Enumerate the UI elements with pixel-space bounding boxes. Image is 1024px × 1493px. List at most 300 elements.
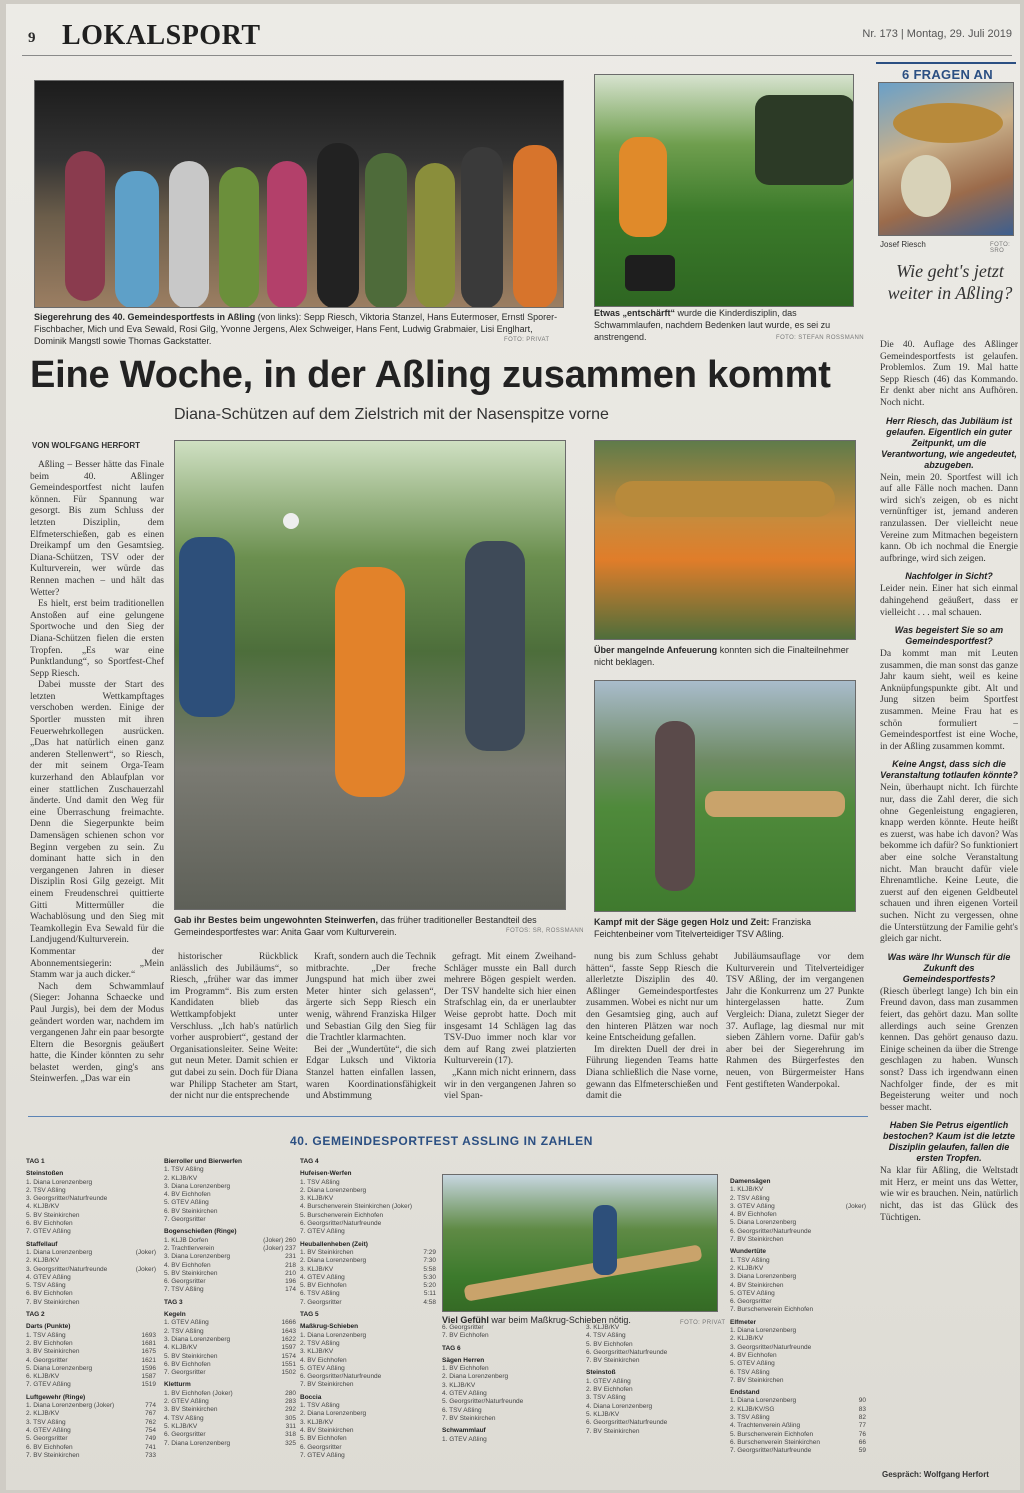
photo-cheering-crowd — [594, 440, 856, 640]
stats-row-label: 5. BV Eichhofen — [586, 1340, 633, 1348]
stats-row-label: 6. Georgsritter — [300, 1443, 342, 1451]
stats-heading: Bogenschießen (Ringe) — [164, 1228, 237, 1236]
stats-row-value: 311 — [285, 1422, 296, 1430]
stats-row-label: 5. BV Steinkirchen — [26, 1211, 80, 1219]
stats-row-label: 1. TSV Aßling — [300, 1178, 340, 1186]
stats-row — [26, 1228, 156, 1236]
stats-row — [164, 1245, 296, 1253]
stats-row-value: 66 — [858, 1438, 866, 1446]
photo-credit: FOTO: SRO — [990, 242, 1011, 254]
straw-hat — [893, 103, 1003, 143]
stats-row — [730, 1327, 866, 1335]
article-subheadline: Diana-Schützen auf dem Zielstrich mit der Nasenspitze vorne — [174, 406, 609, 423]
stats-row — [26, 1299, 156, 1307]
stats-row-value: 7:30 — [423, 1257, 436, 1265]
stats-row-value: 1643 — [281, 1327, 296, 1335]
spectators — [755, 95, 854, 185]
stats-heading: Luftgewehr (Ringe) — [26, 1393, 86, 1401]
photo-credit: FOTO: PRIVAT — [504, 337, 550, 343]
caption-sponge-race: Etwas „entschärft“ wurde die Kinderdisziplin, das Schwammlaufen, nachdem Bedenken laut wurde, es sei zu anstrengend. — [594, 308, 831, 342]
stats-row-value: 231 — [285, 1253, 296, 1261]
stats-row — [300, 1282, 436, 1290]
stats-row — [26, 1402, 156, 1410]
stats-row-label: 6. BV Eichhofen — [26, 1443, 73, 1451]
stats-row — [26, 1179, 156, 1187]
stats-row — [300, 1179, 436, 1187]
stats-row — [586, 1357, 726, 1365]
stone — [283, 513, 299, 529]
stats-row-label: 5. Diana Lorenzenberg — [730, 1219, 797, 1227]
stats-row-value: 4:58 — [423, 1298, 436, 1306]
stats-row-label: 4. BV Eichhofen — [730, 1351, 777, 1359]
stats-row-label: 1. Diana Lorenzenberg — [300, 1331, 367, 1339]
article-column-5: nung bis zum Schluss gehabt hätten“, fasste Sepp Riesch die allerletzte Disziplin des 40. Aßlinger Gemeindesportfestes zusammen. Wobei es nicht nur um den Gesamtsieg ging, auch auf den hinteren Plätzen war noch keine Entscheidung gefallen. Im direkten Duell der drei in Führung liegenden Teams hatte Diana schließlich die Nase vorne, gewann das Elfmeterschießen und damit die — [586, 952, 718, 1102]
stats-row — [26, 1220, 156, 1228]
stats-row — [300, 1419, 436, 1427]
stats-row-value: 762 — [145, 1418, 156, 1426]
stats-row-value: 754 — [145, 1426, 156, 1434]
thrower-figure — [335, 567, 405, 797]
stats-row-label: 2. Diana Lorenzenberg — [442, 1373, 509, 1381]
stats-row-value: 767 — [145, 1410, 156, 1418]
stats-row-value: 83 — [858, 1405, 866, 1413]
sidebar-headline: Wie geht's jetzt weiter in Aßling? — [887, 261, 1013, 303]
stats-row-label: 3. Diana Lorenzenberg — [164, 1182, 231, 1190]
stats-row — [300, 1299, 436, 1307]
stats-row-value: 5:58 — [423, 1265, 436, 1273]
stats-row — [164, 1237, 296, 1245]
stats-column-4 — [442, 1324, 582, 1486]
stats-row — [730, 1439, 866, 1447]
stats-row — [300, 1257, 436, 1265]
stats-heading: TAG 4 — [300, 1158, 319, 1165]
stats-row-label: 2. KLJB/KV — [730, 1335, 764, 1343]
stats-heading: Sägen Herren — [442, 1356, 485, 1364]
stats-row-label: 7. BV Steinkirchen — [300, 1381, 354, 1389]
stats-row-label: 6. Georgsritter/Naturfreunde — [300, 1373, 382, 1381]
stats-row — [164, 1336, 296, 1344]
stats-row-label: 6. BV Eichhofen — [26, 1220, 73, 1228]
stats-row-label: 3. TSV Aßling — [26, 1418, 66, 1426]
stats-row — [300, 1365, 436, 1373]
stats-row-label: 5. Georgsritter — [26, 1435, 68, 1443]
stats-row — [26, 1290, 156, 1298]
stats-column-6 — [730, 1174, 866, 1486]
stats-row-label: 4. GTEV Aßling — [26, 1273, 71, 1281]
stats-row-label: 2. Diana Lorenzenberg — [300, 1257, 367, 1265]
player-figure — [593, 1205, 617, 1275]
stats-row-value: 1622 — [281, 1335, 296, 1343]
stats-row-label: 3. KLJB/KV — [442, 1381, 476, 1389]
issue-info: Nr. 173 | Montag, 29. Juli 2019 — [862, 28, 1012, 40]
stats-row-value: (Joker) — [135, 1265, 156, 1273]
interview-answer: Nein, überhaupt nicht. Ich fürchte nur, dass die Zahl derer, die sich ohne Gegenleistung engagieren, knapp werden könnte. Heute heißt es zuerst, was habe ich davon? Was bekomme ich dafür? So funktioniert aber eine solche Veranstaltung nicht. Man braucht dafür viele Ehrenamtliche. Keine Leute, die zuerst auf den eigenen Geldbeutel schauen und ihren eigenen Vorteil suchen. Nicht zu vergessen, ohne die Unterstützung der Familie geht's gleich gar nicht. — [880, 783, 1018, 945]
stats-row — [586, 1341, 726, 1349]
stats-row — [730, 1406, 866, 1414]
sawyer-figure — [655, 721, 695, 891]
stats-row-value: (Joker) 237 — [263, 1244, 296, 1252]
sidebar-title: 6 FRAGEN AN — [902, 67, 993, 82]
stats-row — [26, 1419, 156, 1427]
stats-row-value: 1597 — [281, 1344, 296, 1352]
stats-row-label: 1. TSV Aßling — [300, 1402, 340, 1410]
stats-row-label: 3. Diana Lorenzenberg — [164, 1335, 231, 1343]
interview-answer: Na klar für Aßling, die Weltstadt mit Herz, er meint uns das Wetter, wie wir es brauchen. Nein, natürlich nicht, das ist das Glück des Tüchtigen. — [880, 1166, 1018, 1223]
stats-row-label: 3. GTEV Aßling — [730, 1202, 775, 1210]
stats-row-label: 2. KLJB/KV — [164, 1174, 198, 1182]
stats-row-label: 7. Georgsritter — [164, 1369, 206, 1377]
stats-row-value: 1587 — [141, 1373, 156, 1381]
stats-row-label: 7. Georgsritter — [164, 1216, 206, 1224]
stats-row — [164, 1361, 296, 1369]
stats-row-label: 4. KLJB/KV — [164, 1344, 198, 1352]
stats-row-label: 4. BV Eichhofen — [164, 1191, 211, 1199]
stats-row — [730, 1219, 866, 1227]
stats-row-value: (Joker) 260 — [263, 1236, 296, 1244]
stats-row-value: 196 — [285, 1278, 296, 1286]
stats-row — [26, 1249, 156, 1257]
stats-row — [730, 1360, 866, 1368]
stats-row — [730, 1265, 866, 1273]
stats-row — [730, 1273, 866, 1281]
stats-heading: Bierroller und Bierwerfen — [164, 1158, 243, 1165]
stats-row — [730, 1447, 866, 1455]
stats-row-label: 4. BV Eichhofen — [300, 1356, 347, 1364]
photo-credit: FOTO: PRIVAT — [680, 1320, 726, 1326]
stats-row — [164, 1278, 296, 1286]
stats-row-label: 4. Trachtenverein Aßling — [730, 1422, 801, 1430]
stats-row-label: 2. TSV Aßling — [300, 1339, 340, 1347]
stats-row-label: 5. KLJB/KV — [586, 1410, 620, 1418]
interview-answer: Da kommt man mit Leuten zusammen, die man sonst das ganze Jahr kaum sieht, weil es keine Anknüpfungspunkte gibt. Alt und Jung sitzen beim Sportfest zusammen. Meine Frau hat es schön formuliert – Gemeindesportfest ist eine Woche, in der Aßling zusammen kommt. — [880, 649, 1018, 752]
stats-row-value: 1675 — [141, 1348, 156, 1356]
stats-row-value: 1502 — [281, 1369, 296, 1377]
stats-row-label: 5. BV Eichhofen — [300, 1282, 347, 1290]
stats-row-label: 6. Georgsritter/Naturfreunde — [586, 1348, 668, 1356]
stats-row-label: 6. TSV Aßling — [300, 1290, 340, 1298]
photo-sponge-race — [594, 74, 854, 307]
stats-row — [586, 1411, 726, 1419]
stats-row — [26, 1444, 156, 1452]
stats-row-label: 6. Georgsritter — [164, 1431, 206, 1439]
person-figure — [513, 145, 557, 308]
wooden-board — [463, 1244, 702, 1301]
stats-row — [164, 1415, 296, 1423]
stats-row-label: 5. GTEV Aßling — [164, 1199, 209, 1207]
person-figure — [115, 171, 159, 308]
stats-row — [164, 1216, 296, 1224]
stats-row-label: 4. GTEV Aßling — [442, 1390, 487, 1398]
stats-row-label: 3. Georgsritter/Naturfreunde — [26, 1195, 108, 1203]
interview-question: Nachfolger in Sicht? — [905, 571, 993, 582]
stats-row — [26, 1365, 156, 1373]
stats-heading: Schwammlauf — [442, 1427, 486, 1435]
stats-row-value: 82 — [858, 1414, 866, 1422]
stats-row-label: 7. BV Steinkirchen — [586, 1357, 640, 1365]
stats-row-label: 5. Diana Lorenzenberg — [26, 1364, 93, 1372]
article-headline: Eine Woche, in der Aßling zusammen kommt — [30, 354, 831, 396]
stats-row — [730, 1352, 866, 1360]
stats-row — [26, 1348, 156, 1356]
stats-heading: Kletturm — [164, 1381, 191, 1389]
stats-row-label: 6. KLJB/KV — [26, 1373, 60, 1381]
stats-row-value: 292 — [285, 1406, 296, 1414]
stats-row-label: 2. TSV Aßling — [26, 1186, 66, 1194]
stats-row-label: 7. BV Steinkirchen — [730, 1376, 784, 1384]
stats-row-label: 5. BV Steinkirchen — [164, 1352, 218, 1360]
stats-row-label: 1. KLJB/KV — [730, 1186, 764, 1194]
stats-row-label: 7. Georgsritter — [300, 1298, 342, 1306]
stats-row — [730, 1257, 866, 1265]
stats-column-2 — [164, 1154, 296, 1486]
stats-row-label: 6. Georgsritter — [442, 1324, 484, 1331]
stats-row-label: 5. Burschenverein Eichhofen — [300, 1211, 384, 1219]
photo-award-ceremony — [34, 80, 564, 308]
stats-row-label: 5. GTEV Aßling — [300, 1364, 345, 1372]
stats-row-label: 4. Georgsritter — [26, 1356, 68, 1364]
stats-row-label: 6. Georgsritter/Naturfreunde — [300, 1220, 382, 1228]
stats-row — [164, 1191, 296, 1199]
stats-row — [300, 1435, 436, 1443]
stats-row-label: 1. KLJB Dorfen — [164, 1236, 209, 1244]
stats-row-label: 7. Diana Lorenzenberg — [164, 1439, 231, 1447]
stats-row-label: 5. KLJB/KV — [164, 1422, 198, 1430]
stats-row-label: 1. Diana Lorenzenberg — [26, 1248, 93, 1256]
stats-row — [730, 1414, 866, 1422]
stats-row — [730, 1335, 866, 1343]
stats-row-value: 774 — [145, 1402, 156, 1410]
stats-row-label: 7. Georgsritter/Naturfreunde — [730, 1447, 812, 1455]
stats-row-label: 1. GTEV Aßling — [442, 1435, 487, 1443]
caption-sawing: Kampf mit der Säge gegen Holz und Zeit: Franziska Feichtenbeiner vom Titelverteidiger TSV Aßling. — [594, 917, 812, 939]
stats-row-value: 733 — [145, 1451, 156, 1459]
stats-heading: Steinstoßen — [26, 1170, 64, 1178]
stats-row-label: 4. KLJB/KV — [26, 1203, 60, 1211]
stats-row — [586, 1428, 726, 1436]
interview-question: Was wäre Ihr Wunsch für die Zukunft des Gemeindesportfests? — [887, 951, 1011, 984]
stats-row — [164, 1353, 296, 1361]
stats-row-label: 1. Diana Lorenzenberg (Joker) — [26, 1402, 115, 1410]
stats-row-label: 2. TSV Aßling — [164, 1327, 204, 1335]
stats-row — [730, 1290, 866, 1298]
stats-row-label: 5. GTEV Aßling — [730, 1289, 775, 1297]
stats-row — [730, 1186, 866, 1194]
stats-column-3 — [300, 1154, 436, 1486]
stats-row-value: 325 — [285, 1439, 296, 1447]
stats-row — [586, 1349, 726, 1357]
interview-question: Haben Sie Petrus eigentlich bestochen? Kaum ist die letzte Disziplin gelaufen, fallen die ersten Tropfen. — [882, 1120, 1016, 1164]
stats-row — [730, 1228, 866, 1236]
stats-row-label: 5. BV Steinkirchen — [164, 1269, 218, 1277]
straw-hats — [615, 481, 835, 517]
stats-row-label: 7. GTEV Aßling — [26, 1228, 71, 1236]
stats-row-label: 2. KLJB/KV — [730, 1264, 764, 1272]
stats-row-label: 6. BV Steinkirchen — [164, 1207, 218, 1215]
section-title: LOKALSPORT — [62, 20, 261, 51]
newspaper-page — [6, 4, 1020, 1490]
stats-row — [164, 1344, 296, 1352]
interview-question: Herr Riesch, das Jubiläum ist gelaufen. Eigentlich ein guter Zeitpunkt, um die Verantwortung, wie angedeutet, abzugeben. — [881, 415, 1017, 470]
stats-row — [26, 1257, 156, 1265]
stats-row-label: 4. BV Eichhofen — [730, 1211, 777, 1219]
stats-row — [730, 1211, 866, 1219]
stats-row-label: 1. TSV Aßling — [164, 1166, 204, 1174]
stats-row-label: 2. TSV Aßling — [730, 1194, 770, 1202]
stats-row-value: 5:20 — [423, 1282, 436, 1290]
stats-row-label: 4. TSV Aßling — [586, 1332, 626, 1340]
interview-answer: (Riesch überlegt lange) Ich bin ein Freund davon, dass man zusammen feiert, das gehört dazu. Man sollte allerdings auch seine Grenzen kennen. Das gehört genauso dazu. Einige scheinen da über die Strenge geschlagen zu haben. Wunsch sonst? Dass ich irgendwann einen Nachfolger finde, der es mit Begeisterung weiter und noch besser macht. — [880, 986, 1018, 1113]
stats-row — [300, 1332, 436, 1340]
stats-row — [586, 1403, 726, 1411]
person-figure — [267, 161, 307, 308]
stats-row — [586, 1378, 726, 1386]
stats-row — [300, 1348, 436, 1356]
stats-row-value: 749 — [145, 1435, 156, 1443]
stats-row — [730, 1236, 866, 1244]
stats-row-value: 218 — [285, 1261, 296, 1269]
stats-row-value: 5:11 — [423, 1290, 436, 1298]
stats-row-label: 4. GTEV Aßling — [26, 1426, 71, 1434]
stats-row-value: 1519 — [141, 1381, 156, 1389]
stats-row — [442, 1415, 582, 1423]
stats-row-label: 1. GTEV Aßling — [164, 1319, 209, 1327]
stats-row — [300, 1357, 436, 1365]
stats-row-value: 305 — [285, 1414, 296, 1422]
stats-heading: Hufeisen-Werfen — [300, 1170, 352, 1178]
stats-row-value: 90 — [858, 1397, 866, 1405]
person-figure — [169, 161, 209, 308]
stats-row — [164, 1431, 296, 1439]
stats-row-value: 1693 — [141, 1331, 156, 1339]
stats-heading: Staffellauf — [26, 1240, 58, 1248]
stats-heading: Damensägen — [730, 1178, 771, 1185]
stats-row — [586, 1419, 726, 1427]
stats-row — [26, 1435, 156, 1443]
stats-row-label: 5. Georgsritter/Naturfreunde — [442, 1398, 524, 1406]
stats-row — [442, 1398, 582, 1406]
stats-row — [26, 1195, 156, 1203]
stats-row — [442, 1436, 582, 1444]
stats-row — [730, 1344, 866, 1352]
stats-row-label: 4. TSV Aßling — [164, 1414, 204, 1422]
stats-row — [26, 1373, 156, 1381]
photo-josef-riesch — [878, 82, 1014, 236]
stats-row-label: 7. GTEV Aßling — [26, 1381, 71, 1389]
stats-row-label: 1. BV Eichhofen — [442, 1365, 489, 1373]
stats-row-value: 1666 — [281, 1319, 296, 1327]
stats-row — [730, 1298, 866, 1306]
stats-row — [586, 1386, 726, 1394]
stats-row — [730, 1369, 866, 1377]
stats-row-label: 3. KLJB/KV — [300, 1418, 334, 1426]
stats-row-label: 5. TSV Aßling — [26, 1282, 66, 1290]
stats-row — [26, 1381, 156, 1389]
stats-heading: Boccia — [300, 1393, 322, 1401]
stats-row-label: 2. KLJB/KV/SG — [730, 1405, 775, 1413]
stats-row — [300, 1274, 436, 1282]
stats-row — [26, 1332, 156, 1340]
stats-row — [586, 1332, 726, 1340]
stats-row-value: (Joker) — [845, 1202, 866, 1210]
interview-signature: Gespräch: Wolfgang Herfort — [882, 1470, 989, 1479]
stats-row — [300, 1249, 436, 1257]
spectator-figure — [179, 537, 235, 717]
stats-row-label: 1. BV Steinkirchen — [300, 1248, 354, 1256]
article-column-1: Aßling – Besser hätte das Finale beim 40. Aßlinger Gemeindesportfest nicht laufen können. Für Spannung war gesorgt. Bis zum Schluss der letzten Disziplin, dem Elfmeterschießen, gab es einen Dreikampf um den Gesamtsieg. Diana-Schützen, TSV oder der Kulturverein, wer würde das Rennen machen – und hält das Wetter? Es hielt, erst beim traditionellen Anstoßen auf eine gelungene Sportwoche und den Sieg der Diana-Schützen fielen die ersten Tropfen. „Es war eine Punktlandung“, so Sportfest-Chef Sepp Riesch. Dabei musste der Start des letzten Wettkampftages verschoben werden. Einige der Sportler mussten mit ihren Feuerwehrkollegen ausrücken. „Das hat natürlich einen ganz anderen Stellenwert“, so Riesch, der mit seinem Orga-Team kurzerhand den Ablaufplan vor einer stattlichen Zuschauerzahl änderte. Und damit den Weg für eine Überraschung freimachte. Denn die Siegerpunkte beim Damensägen schienen schon vor Beginn vergeben zu sein. Zu dominant hatte sich in den vergangenen Jahren in dieser Disziplin Rosi Gilg gezeigt. Mit einem Freudenschrei quittierte Gitti Mittermüller die Wachablösung und den Sieg mit Teamkollegin Eva Sewald für die Landjugend/Kulturverein. Kommentar der Abonnementsiegerin: „Mein Stamm war ja auch dicker.“ Nach dem Schwammlauf (Sieger: Johanna Schaecke und Paul Jurgis), bei dem der Modus geändert worden war, nachdem im vergangenen Jahr ein paar besorgte Eltern die Besorgnis geäußert hatte, die Kinder könnten zu sehr belastet werden, ging's ans Steinwerfen. „Das war ein — [30, 460, 164, 1085]
stats-row — [300, 1452, 436, 1460]
stats-row-label: 3. Georgsritter/Naturfreunde — [26, 1265, 108, 1273]
person-figure — [365, 153, 407, 308]
article-column-6: Jubiläumsauflage vor dem Kulturverein und Titelverteidiger TSV Aßling, der im vergangenen Jahr die Konkurrenz um 27 Punkte hintergelassen hatte. Zum Vergleich: Diana, zuletzt Sieger der 37. Auflage, lag diesmal nur mit sieben Zählern vorne. Dafür gab's aber bei der Siegerehrung im Rahmen des Bürgerfestes den neuen, von Bürgermeister Hans Fent gestifteten Wanderpokal. — [726, 952, 864, 1090]
stats-heading: Maßkrug-Schieben — [300, 1323, 359, 1331]
stats-row-value: 1681 — [141, 1339, 156, 1347]
stats-row — [26, 1452, 156, 1460]
stats-row — [730, 1397, 866, 1405]
stats-row-label: 3. KLJB/KV — [300, 1348, 334, 1356]
stats-row-value: 5:30 — [423, 1273, 436, 1281]
stats-row — [26, 1427, 156, 1435]
stats-row-label: 3. KLJB/KV — [586, 1324, 620, 1331]
stats-row-label: 6. Georgsritter — [730, 1298, 772, 1306]
stats-row-label: 4. Diana Lorenzenberg — [586, 1402, 653, 1410]
stats-row-label: 7. TSV Aßling — [164, 1286, 204, 1294]
stats-row — [300, 1290, 436, 1298]
stats-column-5 — [586, 1324, 726, 1486]
stats-row — [164, 1208, 296, 1216]
stats-row — [300, 1340, 436, 1348]
person-figure — [219, 167, 259, 308]
stats-row — [26, 1203, 156, 1211]
stats-row-label: 6. BV Eichhofen — [26, 1290, 73, 1298]
stats-row-label: 1. Diana Lorenzenberg — [730, 1327, 797, 1335]
stats-row-label: 6. TSV Aßling — [730, 1368, 770, 1376]
stats-row-value: (Joker) — [135, 1248, 156, 1256]
stats-heading: Kegeln — [164, 1311, 186, 1319]
stats-row-label: 2. Diana Lorenzenberg — [300, 1186, 367, 1194]
stats-row-label: 7. GTEV Aßling — [300, 1451, 345, 1459]
article-column-2: historischer Rückblick anlässlich des Jubiläums“, so Riesch, „früher war das immer im Programm“. Bis zum ersten Kandidaten blieb das Wettkampfobjekt unter Verschluss. „Ich hab's natürlich vorher ausprobiert“, gestand der Organisationsleiter. Seine Weite: gut neun Meter. Damit schien er gut dabei zu sein. Doch für Diana war Philipp Stacheter am Start, der nicht nur die entsprechende — [170, 952, 298, 1102]
stats-row — [300, 1381, 436, 1389]
stats-row — [442, 1407, 582, 1415]
stats-row-label: 4. Burschenverein Steinkirchen (Joker) — [300, 1203, 412, 1211]
stats-row-label: 5. Burschenverein Eichhofen — [730, 1430, 814, 1438]
stats-row — [442, 1365, 582, 1373]
stats-heading: Endstand — [730, 1389, 760, 1397]
stats-row — [164, 1183, 296, 1191]
stats-row-label: 2. Diana Lorenzenberg — [300, 1410, 367, 1418]
stats-row — [300, 1228, 436, 1236]
stats-row — [730, 1377, 866, 1385]
stats-row — [26, 1340, 156, 1348]
stats-row — [730, 1422, 866, 1430]
stats-row-label: 4. BV Steinkirchen — [300, 1426, 354, 1434]
stats-row-value: 1574 — [281, 1352, 296, 1360]
log — [705, 791, 845, 817]
stats-heading: TAG 5 — [300, 1311, 319, 1319]
stats-row-label: 1. TSV Aßling — [26, 1331, 66, 1339]
stats-title: 40. GEMEINDESPORTFEST ASSLING IN ZAHLEN — [290, 1134, 593, 1148]
stats-row-value: 741 — [145, 1443, 156, 1451]
stats-row-value: 1621 — [141, 1356, 156, 1364]
stats-row-value: 174 — [285, 1286, 296, 1294]
stats-row-label: 2. BV Eichhofen — [586, 1386, 633, 1394]
stats-heading: TAG 1 — [26, 1158, 45, 1165]
stats-row-label: 3. BV Steinkirchen — [26, 1348, 80, 1356]
stats-row-label: 2. GTEV Aßling — [164, 1398, 209, 1406]
stats-row-label: 5. GTEV Aßling — [730, 1360, 775, 1368]
sidebar-interview — [880, 340, 1018, 1490]
stats-row-label: 1. GTEV Aßling — [586, 1377, 631, 1385]
